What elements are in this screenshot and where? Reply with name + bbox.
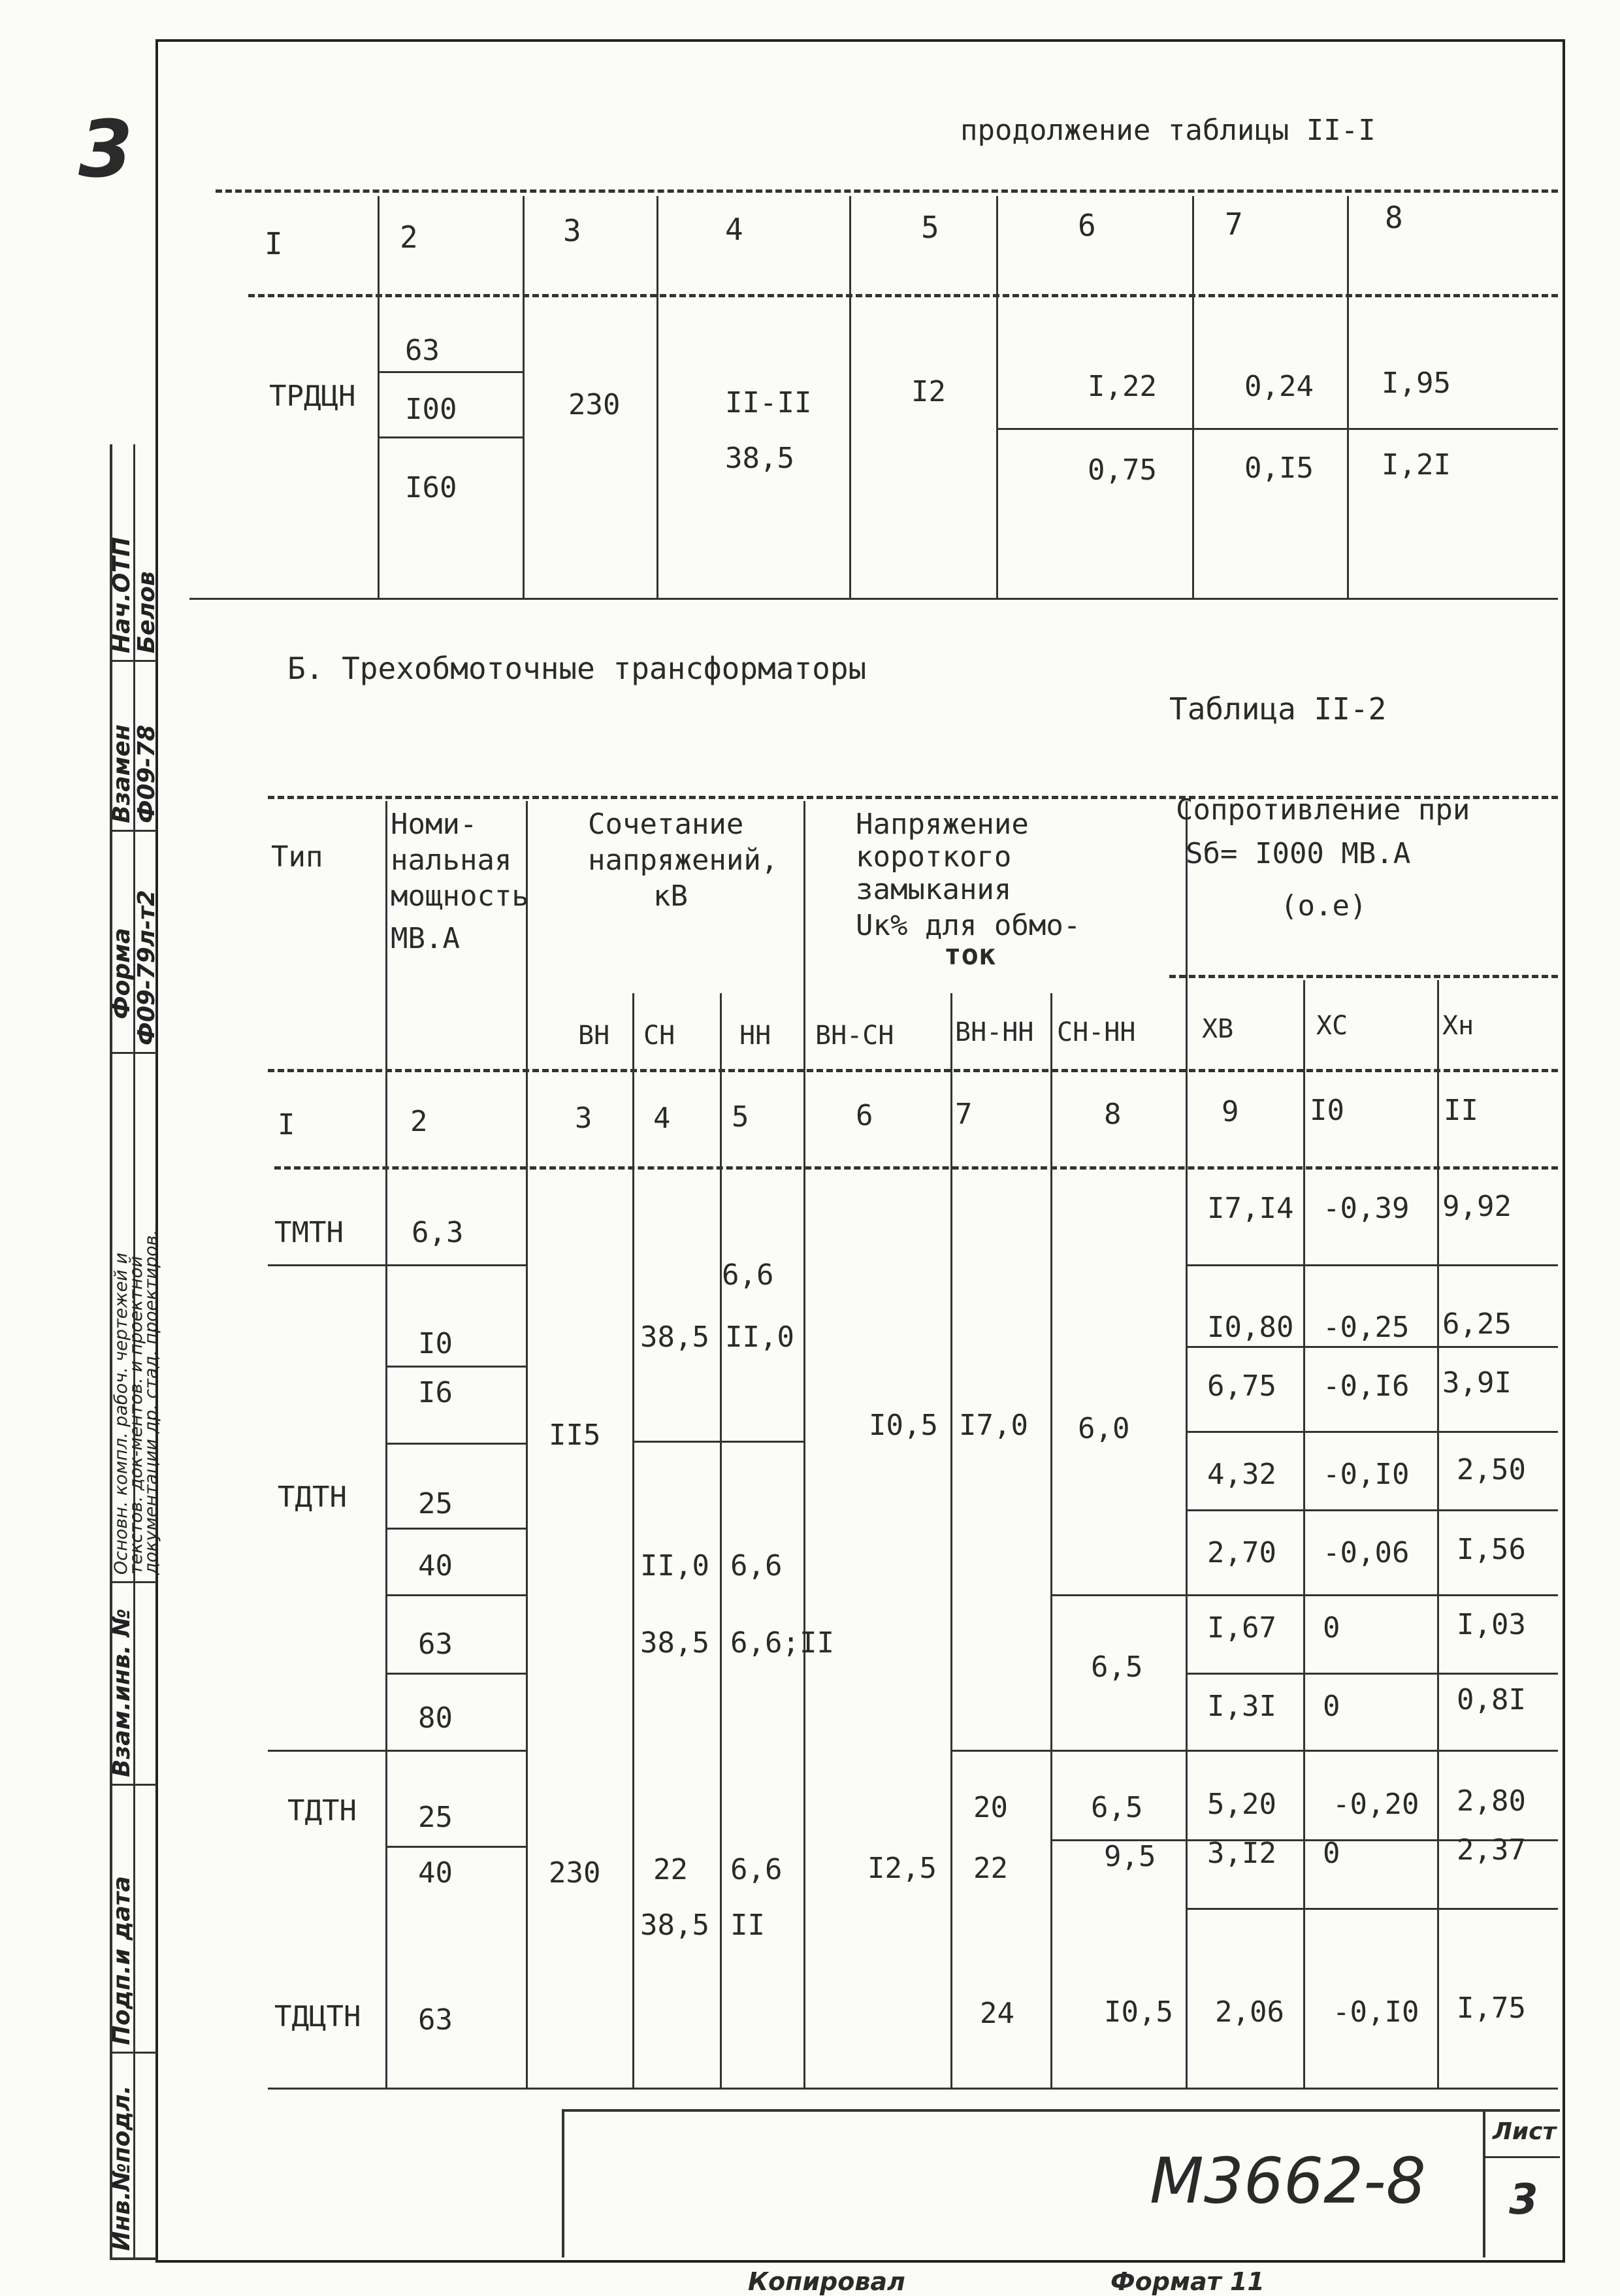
t2-nn: 6,6 <box>722 1258 774 1292</box>
t2-right-sep <box>1186 1346 1558 1348</box>
t2-xv: I,3I <box>1207 1690 1276 1723</box>
side-strip-bottom <box>110 2257 157 2260</box>
t2-sub-xs: ХС <box>1316 1011 1348 1041</box>
stamp-left <box>562 2109 564 2257</box>
t2-xs: -0,I0 <box>1323 1458 1410 1491</box>
t2-right-sep <box>950 1750 1558 1752</box>
stamp-doc-code: М3662-8 <box>1150 2144 1426 2218</box>
t1-col-2 <box>378 196 380 598</box>
t2-power-sep <box>385 1846 526 1848</box>
t2-sn-nn: I0,5 <box>1104 1995 1173 2029</box>
strip-sep-5 <box>110 1784 157 1786</box>
t2-subhead-dashed <box>268 1069 1558 1072</box>
t2-vn-sn: I2,5 <box>867 1852 937 1885</box>
t2-power-sep <box>385 1443 526 1445</box>
forma-value: Ф09-79л-т2 <box>133 889 160 1045</box>
inv-podl-label: Инв.№подл. <box>108 2085 135 2251</box>
t1-col-num: 4 <box>725 212 743 247</box>
t2-sub-dashed <box>1169 975 1558 978</box>
strip-sep-2 <box>110 830 157 832</box>
basic-docs-line-2: текстов. док-ментов. и проектной <box>126 1256 146 1575</box>
t1-value: I,95 <box>1382 367 1451 400</box>
t2-xn: I,03 <box>1457 1608 1526 1641</box>
t2-sn: 38,5 <box>640 1626 709 1660</box>
t2-col-xv <box>1186 801 1188 2088</box>
t2-sn-nn: 6,5 <box>1091 1650 1143 1684</box>
t2-vn-nn: 24 <box>980 1997 1014 2030</box>
t1-power: 63 <box>405 334 440 367</box>
t2-header-power: Номи- <box>391 808 478 841</box>
strip-sep-1 <box>110 660 157 662</box>
t2-colnum-dashed <box>274 1166 1558 1170</box>
section-b-title: Б. Трехобмоточные трансформаторы <box>287 651 867 686</box>
t2-header-sc: замыкания <box>856 873 1012 906</box>
footer-copier: Копировал <box>748 2267 905 2296</box>
t2-type: ТДТН <box>287 1794 357 1828</box>
t2-header-res: (о.е) <box>1280 889 1367 923</box>
t2-right-sep <box>1186 1908 1558 1910</box>
t2-nn: II <box>730 1909 765 1942</box>
footer-format: Формат 11 <box>1110 2267 1265 2296</box>
t2-power: 25 <box>418 1487 453 1520</box>
basic-docs-line-3: документации др. стад. проектиров. <box>141 1229 161 1575</box>
t1-col-num: 3 <box>563 213 581 248</box>
t2-col-num: I0 <box>1310 1094 1344 1127</box>
t2-header-sc: Uк% для обмо- <box>856 909 1081 942</box>
t2-xn: 3,9I <box>1442 1366 1512 1400</box>
t2-header-res: Sб= I000 МВ.А <box>1186 837 1411 870</box>
t2-vn-nn: 22 <box>973 1852 1008 1885</box>
t2-header-power: мощность <box>391 879 529 913</box>
t2-right-sep <box>1050 1594 1558 1596</box>
t2-sub-xn: Хн <box>1442 1011 1474 1041</box>
t1-combination: II-II <box>725 386 812 419</box>
t2-xs: -0,39 <box>1323 1192 1410 1225</box>
t2-col-num: 2 <box>410 1105 428 1138</box>
t2-comb-sep <box>632 1441 803 1443</box>
t1-col-num: 6 <box>1078 208 1096 243</box>
t2-right-sep <box>1186 1264 1558 1266</box>
t2-xn: 6,25 <box>1442 1307 1512 1341</box>
t2-col-num: 5 <box>732 1100 749 1134</box>
strip-sep-4 <box>110 1581 157 1583</box>
t2-col-num: 3 <box>575 1102 592 1135</box>
t2-xv: I7,I4 <box>1207 1192 1294 1225</box>
t1-col-6 <box>996 196 998 598</box>
t1-col-5 <box>849 196 851 598</box>
t2-sub-vn-sn: ВН-СН <box>815 1021 894 1051</box>
t2-col-num: 6 <box>856 1099 873 1132</box>
t2-vn-nn: 20 <box>973 1791 1008 1824</box>
t2-power-sep <box>385 1528 526 1530</box>
t1-value: 0,I5 <box>1244 451 1314 485</box>
t1-header-dashed <box>248 294 1558 297</box>
t2-xs: -0,20 <box>1333 1788 1419 1821</box>
t1-uk: I2 <box>911 375 946 408</box>
t2-col-xn <box>1437 980 1439 2088</box>
t2-vn-nn: I7,0 <box>959 1409 1028 1442</box>
t2-col-nn <box>720 993 722 2088</box>
t2-xs: -0,06 <box>1323 1536 1410 1569</box>
t2-nn: 6,6 <box>730 1853 783 1886</box>
t2-col-num: 8 <box>1104 1098 1122 1131</box>
t2-sn: II,0 <box>640 1549 709 1583</box>
stamp-top <box>562 2109 1560 2112</box>
vzamen-value: Ф09-78 <box>133 725 160 823</box>
t2-right-sep <box>1186 1673 1558 1675</box>
t2-header-power: нальная <box>391 844 512 877</box>
t1-voltage-main: 230 <box>568 388 621 421</box>
t1-power: I60 <box>405 471 457 504</box>
t2-group-sep <box>268 1750 526 1752</box>
t2-col-xs <box>1303 980 1305 2088</box>
t1-bottom <box>189 598 1558 600</box>
t2-xv: 4,32 <box>1207 1458 1276 1491</box>
t2-type: ТДТН <box>278 1481 347 1514</box>
podp-data-label: Подп.и дата <box>108 1876 135 2045</box>
t1-col-num: 7 <box>1225 206 1243 242</box>
stamp-sheet-sep <box>1483 2156 1560 2158</box>
t2-xn: 2,50 <box>1457 1453 1526 1486</box>
table-ii-2-label: Таблица II-2 <box>1169 691 1387 727</box>
t2-sub-sn-nn: СН-НН <box>1057 1017 1136 1047</box>
t2-nn: 6,6;II <box>730 1626 834 1660</box>
t1-top-dashed <box>216 189 1558 193</box>
t2-xs: -0,25 <box>1323 1311 1410 1344</box>
t2-sub-xv: ХВ <box>1202 1014 1234 1044</box>
t2-sub-vn-nn: ВН-НН <box>955 1017 1034 1047</box>
t2-xs: 0 <box>1323 1611 1340 1645</box>
t2-sn-nn: 9,5 <box>1104 1840 1156 1873</box>
continuation-title: продолжение таблицы II-I <box>960 114 1376 147</box>
t2-col-vn <box>526 801 528 2088</box>
t2-xv: 2,70 <box>1207 1536 1276 1569</box>
signature: Белов <box>133 571 160 653</box>
t1-col-8 <box>1347 196 1349 598</box>
t1-value: 0,75 <box>1088 453 1157 487</box>
t2-col-vn-sn <box>803 801 805 2088</box>
t2-right-sep <box>1186 1431 1558 1433</box>
t2-header-res: Сопротивление при <box>1176 793 1470 827</box>
t1-power-sep-1 <box>378 371 523 373</box>
t2-sub-vn: ВН <box>578 1021 610 1051</box>
t2-header-sc: Напряжение <box>856 808 1029 841</box>
strip-sep-6 <box>110 2052 157 2054</box>
t2-sn: 22 <box>653 1853 688 1886</box>
t2-xn: 2,80 <box>1457 1784 1526 1818</box>
t2-nn: 6,6 <box>730 1549 783 1583</box>
t2-sn-nn: 6,0 <box>1078 1412 1130 1445</box>
t2-power: 6,3 <box>412 1216 464 1249</box>
t2-xs: 0 <box>1323 1837 1340 1870</box>
t2-header-sc: ток <box>944 938 996 972</box>
t2-group-sep <box>268 1264 526 1266</box>
t2-power: 63 <box>418 1628 453 1661</box>
t2-col-num: II <box>1444 1094 1478 1127</box>
t2-xv: 2,06 <box>1215 1995 1284 2029</box>
t2-power-sep <box>385 1673 526 1675</box>
page-frame <box>155 39 1565 2263</box>
t1-col-num: 2 <box>400 220 418 255</box>
t1-value: 0,24 <box>1244 370 1314 403</box>
t2-col-sn <box>632 993 634 2088</box>
t2-sn: 38,5 <box>640 1320 709 1354</box>
t2-header-type: Тип <box>271 840 323 874</box>
basic-docs-line-1: Основн. компл. рабоч. чертежей и <box>111 1253 131 1575</box>
t1-value: I,2I <box>1382 448 1451 482</box>
forma-label: Форма <box>108 928 135 1019</box>
t2-xn: I,75 <box>1457 1992 1526 2025</box>
t2-header-comb: Сочетание <box>588 808 744 841</box>
vzamen-label: Взамен <box>108 724 135 823</box>
t2-xv: I,67 <box>1207 1611 1276 1645</box>
t2-vn-sn: I0,5 <box>869 1409 938 1442</box>
t2-xv: I0,80 <box>1207 1311 1294 1344</box>
t2-power: 40 <box>418 1856 453 1890</box>
t2-sub-sn: СН <box>643 1021 675 1051</box>
t2-xv: 3,I2 <box>1207 1837 1276 1870</box>
strip-sep-3 <box>110 1052 157 1054</box>
t2-power: 25 <box>418 1801 453 1834</box>
stamp-sheet-left <box>1483 2109 1485 2257</box>
t2-right-sep <box>1186 1509 1558 1511</box>
stamp-sheet-label: Лист <box>1493 2118 1557 2145</box>
t2-header-comb: кВ <box>653 879 688 913</box>
t2-vn: II5 <box>549 1419 601 1452</box>
t2-power: 40 <box>418 1549 453 1583</box>
t2-sn: 38,5 <box>640 1909 709 1942</box>
t1-power-sep-2 <box>378 436 523 438</box>
t2-xn: I,56 <box>1457 1533 1526 1566</box>
t2-power-sep <box>385 1594 526 1596</box>
t2-xn: 0,8I <box>1457 1683 1526 1716</box>
t2-power: 63 <box>418 2003 453 2037</box>
t2-vn: 230 <box>549 1856 601 1890</box>
t2-col-num: I <box>278 1108 295 1141</box>
t2-power: 80 <box>418 1701 453 1735</box>
t2-xs: 0 <box>1323 1690 1340 1723</box>
t2-header-comb: напряжений, <box>588 844 779 877</box>
t2-xs: -0,I0 <box>1333 1995 1419 2029</box>
t1-value: I,22 <box>1088 370 1157 403</box>
t2-power-sep <box>385 1366 526 1368</box>
t1-col-num: 8 <box>1385 200 1403 235</box>
t1-row-sep <box>996 428 1558 430</box>
t2-header-sc: короткого <box>856 840 1012 874</box>
corner-number: 3 <box>78 105 133 195</box>
nach-otp-label: Нач.ОТП <box>108 536 135 653</box>
t1-col-num: I <box>265 226 283 261</box>
t2-col-num: 4 <box>653 1102 671 1135</box>
stamp-sheet-number: 3 <box>1509 2176 1538 2224</box>
t2-bottom <box>268 2088 1558 2090</box>
t1-col-num: 5 <box>921 210 939 245</box>
t2-col-num: 7 <box>955 1098 973 1131</box>
t2-col-vn-nn <box>950 993 952 2088</box>
t1-col-4 <box>656 196 658 598</box>
t2-xn: 9,92 <box>1442 1190 1512 1223</box>
t2-sub-nn: НН <box>739 1021 771 1051</box>
t1-col-7 <box>1192 196 1194 598</box>
t1-type: ТРДЦН <box>269 380 356 413</box>
t1-power: I00 <box>405 393 457 426</box>
t2-power: I0 <box>418 1327 453 1360</box>
t1-col-3 <box>523 196 525 598</box>
t2-header-power: МВ.А <box>391 922 460 955</box>
t2-xv: 5,20 <box>1207 1788 1276 1821</box>
t2-xn: 2,37 <box>1457 1833 1526 1867</box>
t1-combination: 38,5 <box>725 442 794 475</box>
t2-col-num: 9 <box>1222 1095 1239 1128</box>
t2-type: ТДЦТН <box>274 2000 361 2033</box>
t2-xs: -0,I6 <box>1323 1369 1410 1403</box>
vzam-inv-label: Взам.инв. № <box>108 1608 135 1777</box>
t2-xv: 6,75 <box>1207 1369 1276 1403</box>
t2-nn: II,0 <box>725 1320 794 1354</box>
t2-col-sn-nn <box>1050 993 1052 2088</box>
t2-power: I6 <box>418 1376 453 1409</box>
t2-sn-nn: 6,5 <box>1091 1791 1143 1824</box>
t2-type: ТМТН <box>274 1216 344 1249</box>
